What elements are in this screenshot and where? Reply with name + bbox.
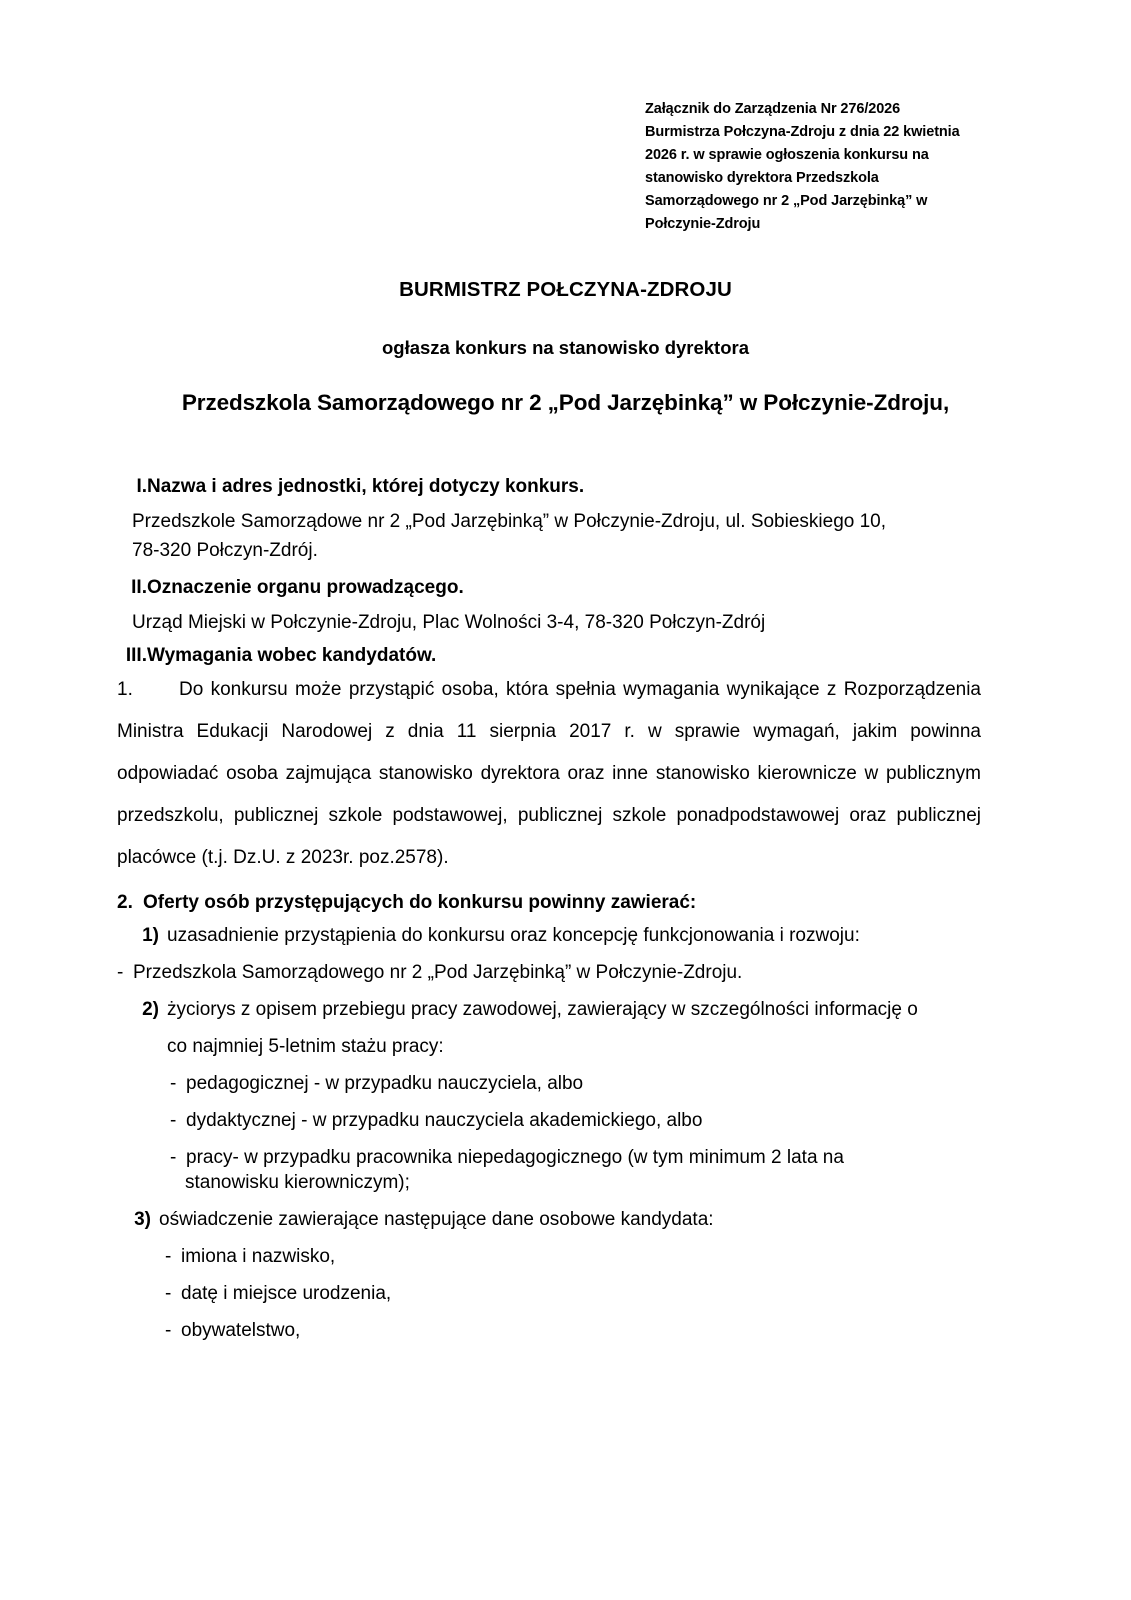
section-3-subitem-3-bullet-2-text: datę i miejsce urodzenia, bbox=[181, 1283, 392, 1304]
section-3-subitem-2-continuation: co najmniej 5-letnim stażu pracy: bbox=[167, 1036, 444, 1057]
section-heading-3 bbox=[117, 646, 981, 665]
dash-marker-icon: - bbox=[117, 962, 124, 983]
section-3-subitem-2-bullet-3-continuation: stanowisku kierowniczym); bbox=[185, 1172, 410, 1193]
section-1-address-line-2: 78-320 Połczyn-Zdrój. bbox=[132, 540, 318, 561]
section-3-point-2-text: Oferty osób przystępujących do konkursu powinny zawierać: bbox=[143, 892, 697, 913]
section-3-subitem-2-bullet-3 bbox=[170, 1148, 981, 1167]
section-title-2: Oznaczenie organu prowadzącego. bbox=[147, 577, 464, 598]
section-numeral-2: II. bbox=[131, 577, 147, 598]
page-subtitle: ogłasza konkurs na stanowisko dyrektora bbox=[381, 337, 750, 358]
document-body bbox=[117, 477, 981, 1358]
section-heading-1 bbox=[117, 477, 981, 496]
section-3-point-1-number: 1. bbox=[117, 679, 133, 700]
section-3-subitem-3-bullet-2 bbox=[165, 1284, 981, 1303]
section-3-subitem-2 bbox=[133, 1000, 981, 1019]
section-3-point-1-text: Do konkursu może przystąpić osoba, która spełnia wymagania wynikające z Rozporządzenia Ministra Edukacji Narodowej z dnia 11 sierpnia 2017 r. w sprawie wymagań, jakim powinna odpowiadać osoba zajmująca stanowisko dyrektora oraz inne stanowisko kierownicze w publicznym przedszkolu, publicznej szkole podstawowej, publicznej szkole ponadpodstawowej oraz publicznej placówce (t.j. Dz.U. z 2023r. poz.2578). bbox=[117, 679, 981, 868]
section-title-3: Wymagania wobec kandydatów. bbox=[147, 645, 437, 666]
school-title: Przedszkola Samorządowego nr 2 „Pod Jarzębinką” w Połczynie-Zdroju, bbox=[181, 390, 950, 415]
section-3-subitem-3-bullet-3-text: obywatelstwo, bbox=[181, 1320, 301, 1341]
dash-marker-icon: - bbox=[170, 1147, 177, 1168]
dash-marker-icon: - bbox=[165, 1320, 172, 1341]
section-3-subitem-3-bullet-1 bbox=[165, 1247, 981, 1266]
attachment-header-line-5: Samorządowego nr 2 „Pod Jarzębinką” w bbox=[645, 193, 928, 209]
attachment-header bbox=[645, 98, 990, 236]
section-3-subitem-1-number: 1) bbox=[142, 925, 159, 946]
section-numeral-3: III. bbox=[125, 645, 147, 666]
section-2-address-line-1: Urząd Miejski w Połczynie-Zdroju, Plac Wolności 3-4, 78-320 Połczyn-Zdrój bbox=[132, 612, 766, 633]
section-3-point-2 bbox=[117, 893, 981, 912]
section-3-subitem-2-number: 2) bbox=[142, 999, 159, 1020]
section-3-subitem-2-bullet-1-text: pedagogicznej - w przypadku nauczyciela, albo bbox=[186, 1073, 584, 1094]
section-3-point-2-number: 2. bbox=[117, 892, 133, 913]
section-3-subitem-2-bullet-1 bbox=[170, 1074, 981, 1093]
dash-marker-icon: - bbox=[170, 1110, 177, 1131]
dash-marker-icon: - bbox=[165, 1246, 172, 1267]
section-title-1: Nazwa i adres jednostki, której dotyczy konkurs. bbox=[147, 476, 585, 497]
section-1-address-line-1: Przedszkole Samorządowe nr 2 „Pod Jarzębinką” w Połczynie-Zdroju, ul. Sobieskiego 10, bbox=[132, 511, 887, 532]
dash-marker-icon: - bbox=[170, 1073, 177, 1094]
section-3-subitem-2-bullet-2 bbox=[170, 1111, 981, 1130]
section-3-subitem-1-text: uzasadnienie przystąpienia do konkursu oraz koncepcję funkcjonowania i rozwoju: bbox=[167, 925, 860, 946]
section-3-subitem-2-text: życiorys z opisem przebiegu pracy zawodowej, zawierający w szczególności informację o bbox=[167, 999, 918, 1020]
section-3-subitem-3-text: oświadczenie zawierające następujące dane osobowe kandydata: bbox=[159, 1209, 714, 1230]
section-3-subitem-2-bullet-3-text: pracy- w przypadku pracownika niepedagogicznego (w tym minimum 2 lata na bbox=[186, 1147, 844, 1168]
section-3-subitem-3-bullet-1-text: imiona i nazwisko, bbox=[181, 1246, 336, 1267]
section-3-subitem-3 bbox=[125, 1210, 981, 1229]
attachment-header-line-2: Burmistrza Połczyna-Zdroju z dnia 22 kwietnia bbox=[645, 124, 960, 140]
section-3-subitem-1 bbox=[133, 926, 981, 945]
attachment-header-line-4: stanowisko dyrektora Przedszkola bbox=[645, 170, 879, 186]
section-numeral-1: I. bbox=[136, 476, 147, 497]
attachment-header-line-3: 2026 r. w sprawie ogłoszenia konkursu na bbox=[645, 147, 929, 163]
section-3-subitem-3-bullet-3 bbox=[165, 1321, 981, 1340]
section-heading-2 bbox=[117, 578, 981, 597]
section-3-subitem-3-number: 3) bbox=[134, 1209, 151, 1230]
attachment-header-line-6: Połczynie-Zdroju bbox=[645, 216, 761, 232]
section-3-subitem-2-bullet-2-text: dydaktycznej - w przypadku nauczyciela akademickiego, albo bbox=[186, 1110, 703, 1131]
attachment-header-line-1: Załącznik do Zarządzenia Nr 276/2026 bbox=[645, 101, 901, 117]
dash-marker-icon: - bbox=[165, 1283, 172, 1304]
page-title: BURMISTRZ POŁCZYNA-ZDROJU bbox=[399, 278, 732, 301]
section-3-subitem-1-dash bbox=[117, 963, 981, 982]
section-3-point-1 bbox=[117, 669, 981, 879]
section-3-subitem-1-dash-text: Przedszkola Samorządowego nr 2 „Pod Jarzębinką” w Połczynie-Zdroju. bbox=[133, 962, 743, 983]
